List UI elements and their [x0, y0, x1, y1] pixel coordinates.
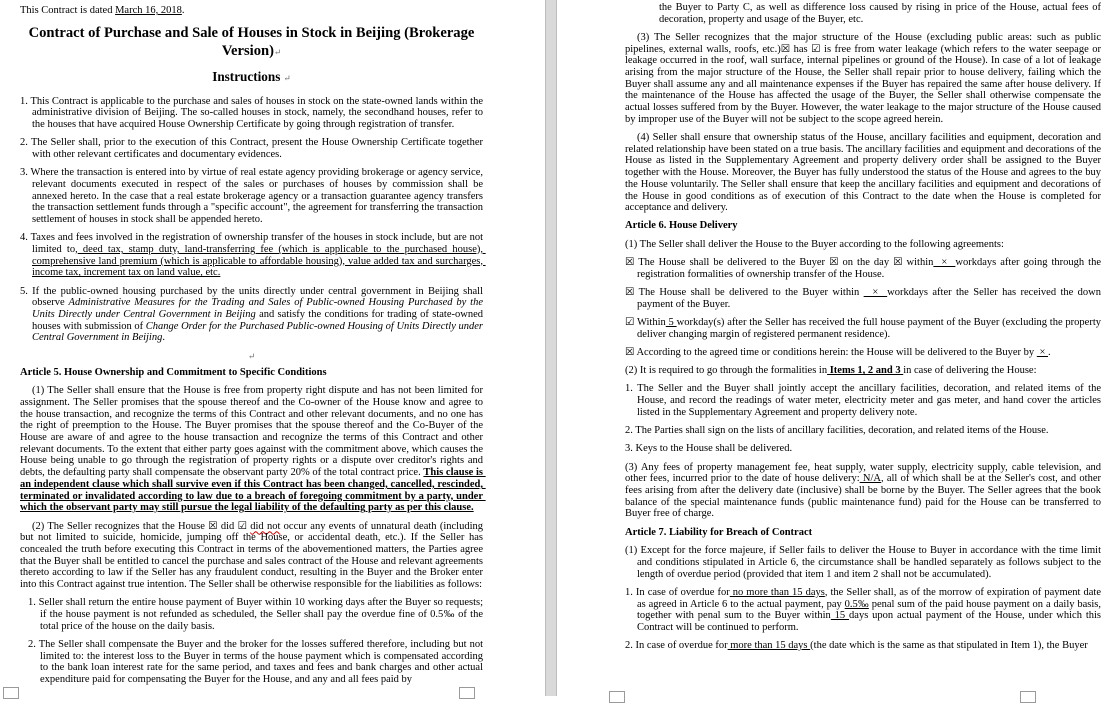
text-run: (the date which is the same as that stipulated in Item 1), the Buyer: [810, 640, 1088, 652]
text-run: 1. In case of overdue for: [625, 586, 730, 598]
text-run: .: [1047, 347, 1054, 359]
text-run: 5: [665, 317, 677, 329]
text-run: Items 1, 2 and 3: [827, 365, 904, 377]
text-run: .: [162, 332, 168, 344]
overdue-item-1: [625, 586, 1104, 634]
liability-item-1: [28, 597, 486, 632]
text-run: ×: [933, 257, 956, 269]
text-run: .: [181, 5, 188, 16]
text-run: ☒ The House shall be delivered to the Buyer ☒ on the day ☒ within: [625, 257, 934, 269]
text-run: 2. The Seller shall compensate the Buyer and the broker for the losses suffered therefore, including but not limited to: the interest loss to the Buyer in terms of the house payment which is compensated according to the bank loan interest rate for the same period, and taxes and fees and bank charges and other actual expenditure paid for compensating the Buyer for the House, and any and all fees paid by: [28, 638, 486, 685]
text-run: ☒ The House shall be delivered to the Buyer within: [625, 287, 864, 299]
article-5-clause-1: [20, 385, 486, 514]
article-6-clause-1: [625, 239, 1101, 251]
article-7-heading: [625, 527, 1101, 539]
text-run: no more than 15 days: [729, 586, 825, 598]
text-run: Change Order for the Purchased Public-owned Housing of Units Directly under Central Government in Beijing: [32, 320, 486, 344]
liability-item-2-continued: [625, 2, 1104, 25]
article-5-clause-2: [20, 520, 486, 591]
article-7-clause-1: [625, 545, 1104, 580]
text-run: workdays after going through the registration formalities of ownership transfer of the House.: [637, 257, 1104, 281]
overdue-item-2: [625, 640, 1101, 652]
text-run: 3. Keys to the House shall be delivered.: [625, 443, 795, 455]
text-run: 5. If the public-owned housing purchased by the units directly under central government in Beijing shall observe: [20, 285, 486, 309]
article-6-clause-3: [625, 461, 1104, 521]
delivery-option-1: [625, 257, 1104, 281]
delivery-formality-3: [625, 443, 1101, 455]
text-run: Contract of Purchase and Sale of Houses in Stock in Beijing (Brokerage Version): [28, 24, 478, 59]
delivery-option-3: [625, 317, 1104, 340]
text-run: (2) The Seller recognizes that the House ☒ did ☑: [32, 520, 251, 532]
text-run: Article 7. Liability for Breach of Contract: [625, 526, 815, 538]
text-run: 2. The Parties shall sign on the lists of ancillary facilities, decoration, and related items of the House.: [625, 425, 1052, 437]
text-run: (3) Any fees of property management fee, heat supply, water supply, electricity supply, cable television, and other fees, incurred prior to the date of house delivery:: [625, 461, 1104, 485]
spellcheck-flagged-text: did not: [250, 520, 281, 532]
text-run: 15: [830, 610, 850, 622]
text-run: the Buyer to Party C, as well as difference loss caused by rising in price of the House, actual fees of decoration, property and usage of the Buyer, etc.: [659, 2, 1104, 25]
text-run: This Contract is dated: [20, 5, 116, 16]
text-run: 1. This Contract is applicable to the purchase and sales of houses in stock on the state-owned lands within the administrative division of Beijing. The so-called houses in stock, namely, the secondhand houses, refer to the houses that have acquired House Ownership Certificate by going through registration of transfer.: [20, 95, 486, 131]
paragraph-mark: ↵: [274, 46, 282, 57]
instruction-5: [20, 285, 486, 345]
delivery-formality-2: [625, 425, 1101, 437]
corner-mark: [1020, 691, 1036, 703]
article-5-clause-3: [625, 31, 1104, 126]
delivery-option-4: [625, 347, 1101, 359]
text-run: Instructions: [212, 68, 284, 84]
text-run: ☑ Within: [625, 317, 666, 329]
text-run: , all of which shall be at the Seller's cost, and other fees arising from after the delivery date (inclusive) shall be borne by the Buyer. The Seller agrees that the book balance of the special maintenance funds (public maintenance fund) paid for the House can be transferred to Buyer free of charge.: [625, 473, 1104, 520]
text-run: ☒ According to the agreed time or conditions herein: the House will be delivered to the Buyer by: [625, 347, 1037, 359]
corner-mark: [459, 687, 475, 699]
text-run: ×: [1036, 347, 1048, 359]
corner-mark: [609, 691, 625, 703]
text-run: workday(s) after the Seller has received the full house payment of the Buyer (excluding the property deliver changing margin of registered permanent residence).: [637, 317, 1104, 340]
text-run: days upon actual payment of the House, under which this Contract will be continued to perform.: [637, 610, 1104, 633]
text-run: 1. The Seller and the Buyer shall jointly accept the ancillary facilities, decoration, and related items of the House, and record the readings of water meter, electricity meter and gas meter, and hand cover the articles listed in the Supplementary Agreement and property delivery note.: [625, 383, 1104, 418]
text-run: ×: [863, 287, 888, 299]
article-5-heading: [20, 367, 483, 379]
empty-paragraph: [20, 351, 483, 362]
instruction-1: [20, 95, 486, 131]
text-run: and satisfy the conditions for trading of state-owned houses with submission of: [32, 308, 486, 332]
article-6-clause-2: [625, 365, 1101, 377]
corner-mark: [3, 687, 19, 699]
delivery-formality-1: [625, 383, 1104, 418]
text-run: (1) The Seller shall ensure that the House is free from property right dispute and has not been limited for assignment. The Seller promises that the spouse thereof and the Co-owner of the House know and agree to the house transaction, and recognize the terms of this Contract and other relevant documents, and no one has the right of preemption to the House. The Buyer promises that the spouse thereof and the Co-Buyer of the House are aware of and agree to the house transaction and recognize the terms of this Contract and other relevant documents. To the extent that either party goes against with the commitment above, which causes the House being unable to go through the registration of property rights or a dispute over creditor's rights and debts, the defaulting party shall compensate the observant party 20% of the total contract price.: [20, 385, 486, 479]
text-run: occur any events of unnatural death (including but not limited to suicide, homicide, jumping off the House, or accidental death, etc.). If the Seller has concealed the truth before executing this Contract in terms of the abovementioned matters, the Parties agree that the Buyer shall be entitled to cancel the purchase and sales contract of the House and relevant agreements thereto according to law if the Seller has any fraudulent conduct, resulting in the Buyer and the Broker enter into this Contract against true intention. The Seller shall be otherwise responsible for the liabilities as follows:: [20, 520, 486, 591]
page-gap: [545, 0, 557, 696]
text-run: (2) It is required to go through the formalities in: [625, 365, 828, 377]
instruction-3: [20, 167, 486, 226]
text-run: Article 6. House Delivery: [625, 220, 741, 232]
document-page-left[interactable]: [0, 0, 545, 696]
article-5-clause-4: [625, 132, 1104, 214]
text-run: 0.5‰: [844, 598, 869, 610]
instruction-2: [20, 137, 486, 161]
text-run: deed tax, stamp duty, land-transferring fee (which is applicable to the purchased house), comprehensive land premium (which is applicable to affordable housing), value added tax and surcharges, income tax, increment tax on land value, etc.: [32, 243, 486, 279]
text-run: 1. Seller shall return the entire house payment of Buyer within 10 working days after the Buyer so requests; if the house payment is not refunded as scheduled, the Seller shall pay the overdue fine of 0.5‰ of the total price of the house on the daily basis.: [28, 597, 486, 632]
text-run: (4) Seller shall ensure that ownership status of the House, ancillary facilities and equipment, decoration and related relationship have been stated on a true basis. The ancillary facilities and equipment and decorations of the House as listed in the Supplementary Agreement and property delivery order shall be assigned to the Buyer together with the House. Moreover, the Buyer has fully understood the status of the House and agrees to the buy the House voluntarily. The Seller shall ensure that keep the ancillary facilities and equipment and decorations of the House in good conditions as of execution of this Contract to the date when the House is completed for acceptance and delivery.: [625, 132, 1104, 214]
text-run: workdays after the Seller has received the down payment of the Buyer.: [637, 287, 1104, 310]
text-run: N/A: [859, 473, 881, 485]
text-run: March 16, 2018: [115, 5, 182, 16]
delivery-option-2: [625, 287, 1104, 310]
liability-item-2: [28, 638, 486, 686]
paragraph-mark: ↵: [283, 72, 291, 83]
instructions-heading: [20, 68, 483, 87]
text-run: Administrative Measures for the Trading and Sales of Public-owned Housing Purchased by the Units Directly under Central Government in Beijing: [32, 297, 486, 320]
text-run: This clause is an independent clause which shall survive even if this Contract has been changed, cancelled, rescinded, terminated or invalidated according to law due to a breach of foregoing commitment by a party, under which the observant party may still pursue the legal liability of the defaulting party as per this clause.: [20, 467, 486, 514]
text-run: (1) The Seller shall deliver the House to the Buyer according to the following agreements:: [625, 239, 1007, 251]
text-run: (3) The Seller recognizes that the major structure of the House (excluding public areas: such as public pipelines, external walls, roofs, etc.)☒ has ☑ is free from water leakage (which refers to the water seepage or leakage occurred in the roof, wall surface, internal pipelines or ground of the House). In case of a lot of leakage arising from the major structure of the House, the Seller shall repair prior to house delivery, failing which the Buyer shall assume any and all maintenance expenses if the Buyer has repaired the same after house delivery. If the maintenance of the House has affected the usage of the Buyer, the Seller shall otherwise compensate the actual losses suffered from by the Buyer. However, the water leakage to the major structure of the House caused by improper use of the Buyer will not be subject to the scope agreed herein.: [625, 31, 1104, 125]
dateline: [20, 5, 483, 17]
paragraph-mark: ↵: [247, 350, 256, 361]
text-run: 4. Taxes and fees involved in the registration of ownership transfer of the houses in stock include, but are not limited to,: [20, 232, 486, 255]
text-run: more than 15 days: [727, 640, 811, 652]
text-run: in case of delivering the House:: [903, 365, 1040, 377]
text-run: 3. Where the transaction is entered into by virtue of real estate agency providing brokerage or agency service, relevant documents executed in respect of the sales or purchases of houses by commission shall be annexed hereto. In the case that a real estate brokerage agency or a transaction guarantee agency transfers the transaction settlement funds through a "specific account", the agreement for transferring the transaction settlement of houses in stock shall be appended hereto.: [20, 167, 486, 226]
text-run: , the Seller shall, as of the morrow of expiration of payment date as agreed in Article 6 to the actual payment, pay: [637, 586, 1104, 610]
text-run: (1) Except for the force majeure, if Seller fails to deliver the House to Buyer in accordance with the time limit and conditions stipulated in Article 6, the circumstance shall be handled separately as follows subject to the length of overdue period (provided that item 1 and item 2 shall not be accumulated).: [625, 545, 1104, 580]
text-run: 2. In case of overdue for: [625, 640, 728, 652]
article-6-heading: [625, 220, 1101, 232]
instruction-4: [20, 232, 486, 279]
text-run: Article 5. House Ownership and Commitment to Specific Conditions: [20, 366, 330, 378]
text-run: penal sum of the paid house payment on a daily basis, together with penal sum to the Buyer within: [637, 598, 1104, 622]
text-run: 2. The Seller shall, prior to the execution of this Contract, present the House Ownership Certificate together with other relevant certificates and documentary evidences.: [20, 137, 486, 161]
doc-title: [20, 24, 483, 61]
document-page-right[interactable]: [557, 0, 1107, 696]
